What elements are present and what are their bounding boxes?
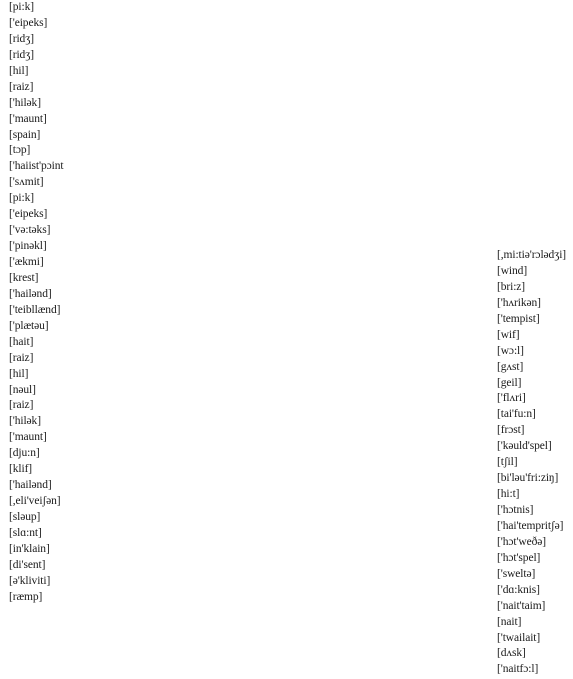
phonetic-entry: ['twailait] — [497, 631, 541, 644]
phonetic-entry: ['hilək] — [9, 415, 41, 428]
phonetic-entry: ['hɔt'weðə] — [497, 535, 547, 548]
phonetic-entry: ['naitfɔ:l] — [497, 663, 539, 676]
phonetic-entry: [pi:k] — [9, 1, 34, 13]
phonetic-entry: [frɔst] — [497, 424, 525, 437]
phonetic-entry: ['plætəu] — [9, 319, 49, 332]
phonetic-entry: [hil] — [9, 64, 29, 77]
phonetic-entry: [sləup] — [9, 511, 41, 523]
phonetic-entry: [hi:t] — [497, 488, 520, 501]
phonetic-entry: ['tempist] — [497, 312, 540, 325]
phonetic-entry: ['maunt] — [9, 431, 47, 444]
phonetic-entry: ['hɔt'spel] — [497, 551, 541, 564]
phonetic-entry: ['hʌrikən] — [497, 296, 541, 309]
phonetic-entry: ['pinəkl] — [9, 240, 47, 253]
phonetic-entry: [slɑ:nt] — [9, 526, 42, 539]
phonetic-entry: [nəul] — [9, 383, 36, 396]
phonetic-entry: ['hailənd] — [9, 479, 52, 492]
phonetic-entry: [tai'fu:n] — [497, 408, 536, 421]
phonetic-entry: [pi:k] — [9, 192, 34, 205]
phonetic-entry: ['maunt] — [9, 112, 47, 125]
phonetic-entry: ['eipeks] — [9, 208, 48, 221]
phonetic-entry: ['teibllænd] — [9, 303, 61, 316]
phonetic-entry: [tɔp] — [9, 144, 31, 157]
phonetic-entry: [spain] — [9, 128, 41, 141]
phonetic-entry: [krest] — [9, 271, 39, 284]
phonetic-entry: [bi'ləu'fri:ziŋ] — [497, 472, 559, 485]
right-phonetic-column — [497, 248, 566, 678]
phonetic-entry: ['flʌri] — [497, 392, 526, 405]
phonetic-entry: [nait] — [497, 615, 522, 628]
phonetic-entry: ['hilək] — [9, 96, 41, 109]
phonetic-entry: ['ækmi] — [9, 256, 44, 268]
phonetic-entry: ['nait'taim] — [497, 599, 546, 612]
phonetic-entry: [dju:n] — [9, 447, 40, 460]
phonetic-entry: [geil] — [497, 376, 522, 389]
phonetic-entry: [tʃil] — [497, 456, 518, 469]
phonetic-entry: [hil] — [9, 367, 29, 380]
phonetic-entry: [ridʒ] — [9, 48, 34, 61]
left-phonetic-column — [9, 0, 63, 606]
phonetic-entry: ['hailənd] — [9, 287, 52, 300]
phonetic-entry: [klif] — [9, 463, 33, 476]
phonetic-entry: ['eipeks] — [9, 16, 48, 29]
phonetic-entry: [wif] — [497, 328, 520, 341]
phonetic-entry: [ræmp] — [9, 590, 43, 603]
phonetic-entry: ['və:təks] — [9, 224, 51, 237]
phonetic-entry: [dʌsk] — [497, 647, 526, 660]
phonetic-entry: [raiz] — [9, 399, 34, 412]
phonetic-entry: [,eli'veiʃən] — [9, 495, 61, 508]
phonetic-entry: [ridʒ] — [9, 32, 34, 45]
phonetic-entry: ['hai'tempritʃə] — [497, 519, 564, 532]
phonetic-entry: ['dɑ:knis] — [497, 583, 540, 596]
phonetic-entry: ['sweltə] — [497, 567, 536, 580]
phonetic-entry: ['haiist'pɔint — [9, 160, 64, 173]
phonetic-entry: [raiz] — [9, 80, 34, 93]
phonetic-entry: [ə'kliviti] — [9, 574, 51, 587]
phonetic-entry: [gʌst] — [497, 360, 524, 373]
phonetic-entry: [wind] — [497, 264, 528, 277]
phonetic-entry: ['kəuld'spel] — [497, 440, 552, 453]
phonetic-entry: [in'klain] — [9, 542, 50, 555]
phonetic-entry: [wɔ:l] — [497, 344, 524, 357]
phonetic-entry: [di'sent] — [9, 558, 46, 571]
phonetic-entry: ['hɔtnis] — [497, 504, 534, 516]
phonetic-entry: ['sʌmit] — [9, 176, 44, 189]
phonetic-entry: [raiz] — [9, 351, 34, 364]
phonetic-entry: [,mi:tiə'rɔlədʒi] — [497, 249, 567, 261]
phonetic-entry: [hait] — [9, 335, 34, 348]
phonetic-entry: [bri:z] — [497, 280, 526, 293]
